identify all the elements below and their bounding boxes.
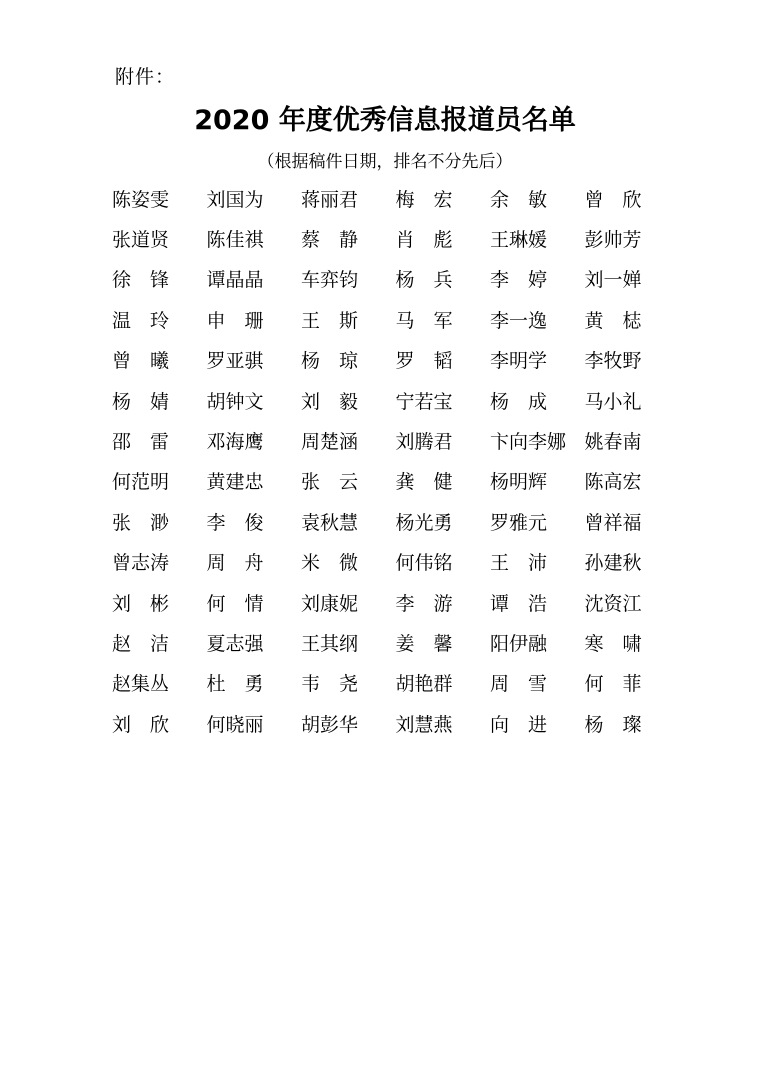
name-entry: 罗韬 bbox=[395, 350, 472, 373]
name-entry: 车弈钧 bbox=[301, 269, 359, 292]
name-entry: 何菲 bbox=[584, 673, 661, 696]
name-entry: 刘毅 bbox=[301, 390, 378, 413]
name-row bbox=[112, 501, 652, 541]
name-row bbox=[112, 340, 652, 380]
name-entry: 杨兵 bbox=[395, 269, 472, 292]
name-entry: 王沛 bbox=[490, 552, 567, 575]
name-entry: 罗雅元 bbox=[490, 511, 548, 534]
name-entry: 李俊 bbox=[206, 511, 283, 534]
document-title: 2020 年度优秀信息报道员名单 bbox=[194, 105, 576, 136]
name-entry: 杜勇 bbox=[206, 673, 283, 696]
name-entry: 李游 bbox=[395, 592, 472, 615]
name-entry: 刘一婵 bbox=[584, 269, 642, 292]
name-entry: 刘欣 bbox=[112, 713, 189, 736]
name-entry: 姜馨 bbox=[395, 632, 472, 655]
name-entry: 彭帅芳 bbox=[584, 229, 642, 252]
name-entry: 邵雷 bbox=[112, 431, 189, 454]
name-entry: 蒋丽君 bbox=[301, 188, 359, 211]
name-entry: 黄建忠 bbox=[206, 471, 264, 494]
name-entry: 肖彪 bbox=[395, 229, 472, 252]
name-entry: 杨成 bbox=[490, 390, 567, 413]
name-entry: 马小礼 bbox=[584, 390, 642, 413]
name-entry: 米微 bbox=[301, 552, 378, 575]
name-entry: 向进 bbox=[490, 713, 567, 736]
name-entry: 曾志涛 bbox=[112, 552, 170, 575]
name-entry: 申珊 bbox=[206, 309, 283, 332]
attachment-label: 附件： bbox=[115, 66, 176, 88]
name-entry: 王琳媛 bbox=[490, 229, 548, 252]
name-entry: 寒啸 bbox=[584, 632, 661, 655]
name-entry: 何范明 bbox=[112, 471, 170, 494]
name-entry: 刘慧燕 bbox=[395, 713, 453, 736]
name-entry: 李牧野 bbox=[584, 350, 642, 373]
name-row bbox=[112, 380, 652, 420]
name-entry: 谭晶晶 bbox=[206, 269, 264, 292]
name-entry: 杨璨 bbox=[584, 713, 661, 736]
name-entry: 周舟 bbox=[206, 552, 283, 575]
name-entry: 何晓丽 bbox=[206, 713, 264, 736]
name-entry: 刘康妮 bbox=[301, 592, 359, 615]
name-entry: 何伟铭 bbox=[395, 552, 453, 575]
name-entry: 袁秋慧 bbox=[301, 511, 359, 534]
name-entry: 李明学 bbox=[490, 350, 548, 373]
name-entry: 刘彬 bbox=[112, 592, 189, 615]
name-entry: 杨婧 bbox=[112, 390, 189, 413]
name-entry: 赵集丛 bbox=[112, 673, 170, 696]
name-row bbox=[112, 259, 652, 299]
name-entry: 王其纲 bbox=[301, 632, 359, 655]
name-entry: 张道贤 bbox=[112, 229, 170, 252]
name-entry: 谭浩 bbox=[490, 592, 567, 615]
name-entry: 曾欣 bbox=[584, 188, 661, 211]
name-entry: 龚健 bbox=[395, 471, 472, 494]
name-entry: 梅宏 bbox=[395, 188, 472, 211]
name-row bbox=[112, 622, 661, 662]
name-entry: 陈佳祺 bbox=[206, 229, 264, 252]
name-entry: 罗亚骐 bbox=[206, 350, 264, 373]
name-entry: 曾曦 bbox=[112, 350, 189, 373]
name-entry: 卞向李娜 bbox=[490, 431, 567, 454]
name-row bbox=[112, 299, 661, 339]
name-entry: 何情 bbox=[206, 592, 283, 615]
name-entry: 沈资江 bbox=[584, 592, 642, 615]
name-entry: 刘国为 bbox=[206, 188, 264, 211]
name-entry: 周楚涵 bbox=[301, 431, 359, 454]
name-entry: 杨光勇 bbox=[395, 511, 453, 534]
name-row bbox=[112, 703, 661, 743]
name-entry: 姚春南 bbox=[584, 431, 642, 454]
name-entry: 胡艳群 bbox=[395, 673, 453, 696]
name-row bbox=[112, 542, 652, 582]
name-entry: 李婷 bbox=[490, 269, 567, 292]
name-entry: 蔡静 bbox=[301, 229, 378, 252]
name-row bbox=[112, 663, 661, 703]
name-entry: 赵洁 bbox=[112, 632, 189, 655]
name-entry: 周雪 bbox=[490, 673, 567, 696]
name-entry: 杨明辉 bbox=[490, 471, 548, 494]
name-entry: 邓海鹰 bbox=[206, 431, 264, 454]
name-entry: 马军 bbox=[395, 309, 472, 332]
name-row bbox=[112, 582, 652, 622]
name-entry: 曾祥福 bbox=[584, 511, 642, 534]
name-entry: 陈高宏 bbox=[584, 471, 642, 494]
name-entry: 韦尧 bbox=[301, 673, 378, 696]
name-entry: 余敏 bbox=[490, 188, 567, 211]
name-entry: 刘腾君 bbox=[395, 431, 453, 454]
name-entry: 夏志强 bbox=[206, 632, 264, 655]
name-row bbox=[112, 218, 652, 258]
name-entry: 张云 bbox=[301, 471, 378, 494]
name-entry: 王斯 bbox=[301, 309, 378, 332]
name-entry: 徐锋 bbox=[112, 269, 189, 292]
name-entry: 阳伊融 bbox=[490, 632, 548, 655]
document-subtitle: （根据稿件日期，排名不分先后） bbox=[257, 152, 513, 172]
name-entry: 李一逸 bbox=[490, 309, 548, 332]
name-entry: 张渺 bbox=[112, 511, 189, 534]
name-entry: 杨琼 bbox=[301, 350, 378, 373]
name-entry: 胡钟文 bbox=[206, 390, 264, 413]
name-row bbox=[112, 178, 661, 218]
name-entry: 胡彭华 bbox=[301, 713, 359, 736]
name-entry: 温玲 bbox=[112, 309, 189, 332]
name-entry: 宁若宝 bbox=[395, 390, 453, 413]
name-entry: 陈姿雯 bbox=[112, 188, 170, 211]
name-entry: 黄梽 bbox=[584, 309, 661, 332]
name-list-grid bbox=[112, 178, 661, 743]
name-row bbox=[112, 420, 652, 460]
name-row bbox=[112, 461, 652, 501]
name-entry: 孙建秋 bbox=[584, 552, 642, 575]
